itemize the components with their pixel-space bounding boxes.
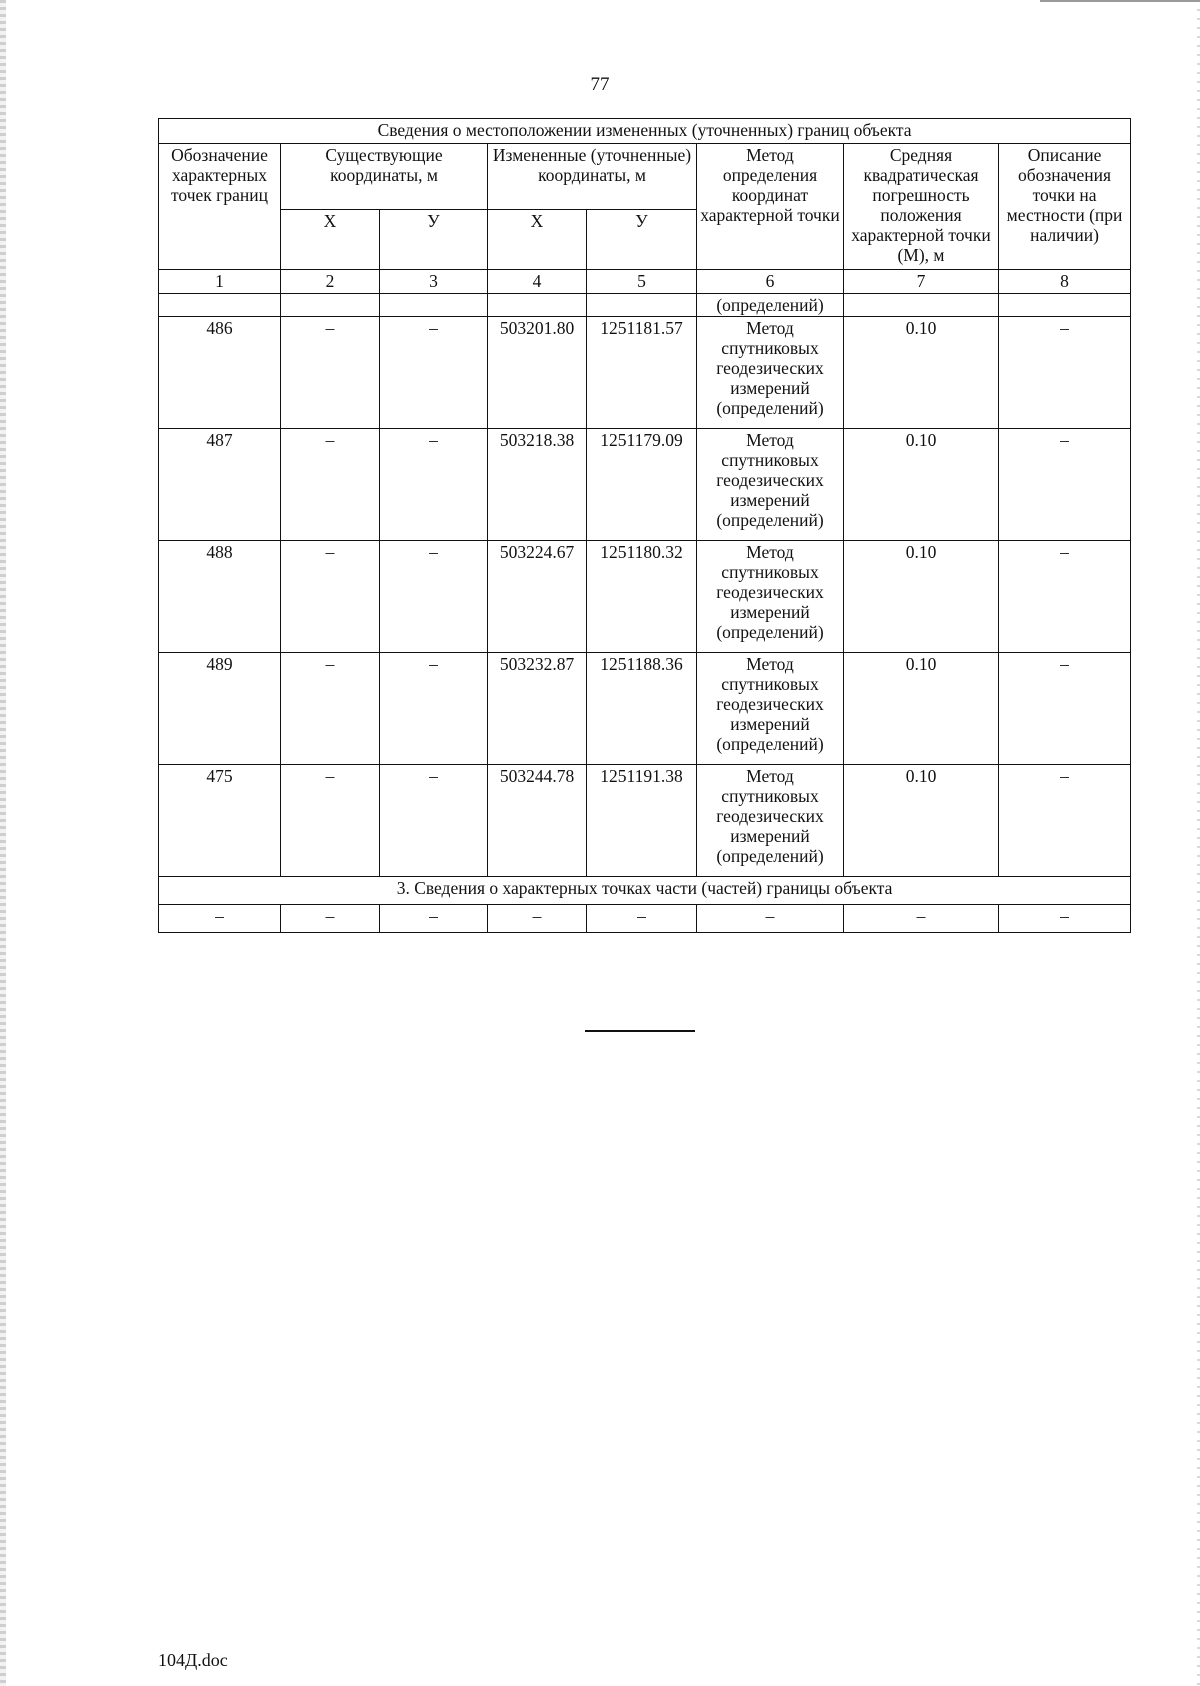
- header-changed-y: У: [587, 210, 697, 270]
- empty-cell: [380, 294, 488, 317]
- changed-y-value: 1251188.36: [587, 653, 697, 765]
- method-value: Метод спутниковых геодезических измерений (определений): [697, 541, 844, 653]
- empty-cell: [844, 294, 999, 317]
- dash-cell: –: [697, 905, 844, 933]
- existing-y-value: –: [380, 653, 488, 765]
- page-number: 77: [590, 74, 610, 95]
- scan-edge-top: [1040, 0, 1200, 2]
- changed-x-value: 503244.78: [488, 765, 587, 877]
- header-existing-y: У: [380, 210, 488, 270]
- description-value: –: [999, 317, 1131, 429]
- point-id: 489: [159, 653, 281, 765]
- existing-y-value: –: [380, 317, 488, 429]
- continued-method-cell: (определений): [697, 294, 844, 317]
- scan-edge-left: [0, 0, 6, 1686]
- changed-y-value: 1251181.57: [587, 317, 697, 429]
- existing-y-value: –: [380, 541, 488, 653]
- dash-cell: –: [488, 905, 587, 933]
- description-value: –: [999, 429, 1131, 541]
- empty-cell: [587, 294, 697, 317]
- column-number: 6: [697, 270, 844, 294]
- method-value: Метод спутниковых геодезических измерений (определений): [697, 317, 844, 429]
- column-number: 5: [587, 270, 697, 294]
- empty-cell: [281, 294, 380, 317]
- section3-row: [159, 905, 1131, 933]
- error-value: 0.10: [844, 765, 999, 877]
- table-row: [159, 317, 1131, 429]
- header-changed-coords: Измененные (уточненные) координаты, м: [488, 144, 697, 210]
- error-value: 0.10: [844, 429, 999, 541]
- existing-x-value: –: [281, 317, 380, 429]
- table-title: Сведения о местоположении измененных (уточненных) границ объекта: [159, 119, 1131, 144]
- table-row: [159, 653, 1131, 765]
- dash-cell: –: [159, 905, 281, 933]
- description-value: –: [999, 653, 1131, 765]
- point-id: 488: [159, 541, 281, 653]
- end-of-section-rule: [585, 1030, 695, 1032]
- column-number: 4: [488, 270, 587, 294]
- existing-y-value: –: [380, 765, 488, 877]
- existing-x-value: –: [281, 541, 380, 653]
- section3-title: 3. Сведения о характерных точках части (частей) границы объекта: [159, 877, 1131, 905]
- header-mean-error: Средняя квадратическая погрешность положения характерной точки (М), м: [844, 144, 999, 270]
- point-id: 475: [159, 765, 281, 877]
- changed-x-value: 503224.67: [488, 541, 587, 653]
- description-value: –: [999, 541, 1131, 653]
- header-point: Обозначение характерных точек границ: [159, 144, 281, 270]
- dash-cell: –: [844, 905, 999, 933]
- empty-cell: [999, 294, 1131, 317]
- error-value: 0.10: [844, 653, 999, 765]
- header-description: Описание обозначения точки на местности (при наличии): [999, 144, 1131, 270]
- error-value: 0.10: [844, 317, 999, 429]
- method-value: Метод спутниковых геодезических измерений (определений): [697, 765, 844, 877]
- column-number: 3: [380, 270, 488, 294]
- column-number: 7: [844, 270, 999, 294]
- existing-x-value: –: [281, 765, 380, 877]
- column-number: 2: [281, 270, 380, 294]
- dash-cell: –: [380, 905, 488, 933]
- point-id: 487: [159, 429, 281, 541]
- header-method: Метод определения координат характерной точки: [697, 144, 844, 270]
- changed-y-value: 1251179.09: [587, 429, 697, 541]
- dash-cell: –: [587, 905, 697, 933]
- changed-x-value: 503232.87: [488, 653, 587, 765]
- existing-x-value: –: [281, 653, 380, 765]
- column-numbers-row: [159, 270, 1131, 294]
- continuation-row: [159, 294, 1131, 317]
- changed-y-value: 1251180.32: [587, 541, 697, 653]
- table-row: [159, 429, 1131, 541]
- empty-cell: [159, 294, 281, 317]
- changed-x-value: 503201.80: [488, 317, 587, 429]
- table-row: [159, 541, 1131, 653]
- column-number: 1: [159, 270, 281, 294]
- description-value: –: [999, 765, 1131, 877]
- footer-filename: 104Д.doc: [158, 1650, 228, 1670]
- empty-cell: [488, 294, 587, 317]
- header-changed-x: Х: [488, 210, 587, 270]
- error-value: 0.10: [844, 541, 999, 653]
- changed-y-value: 1251191.38: [587, 765, 697, 877]
- header-existing-x: Х: [281, 210, 380, 270]
- method-value: Метод спутниковых геодезических измерений (определений): [697, 653, 844, 765]
- existing-y-value: –: [380, 429, 488, 541]
- changed-x-value: 503218.38: [488, 429, 587, 541]
- dash-cell: –: [281, 905, 380, 933]
- boundary-points-table: [158, 118, 1131, 933]
- method-value: Метод спутниковых геодезических измерений (определений): [697, 429, 844, 541]
- dash-cell: –: [999, 905, 1131, 933]
- point-id: 486: [159, 317, 281, 429]
- column-number: 8: [999, 270, 1131, 294]
- header-existing-coords: Существующие координаты, м: [281, 144, 488, 210]
- table-row: [159, 765, 1131, 877]
- existing-x-value: –: [281, 429, 380, 541]
